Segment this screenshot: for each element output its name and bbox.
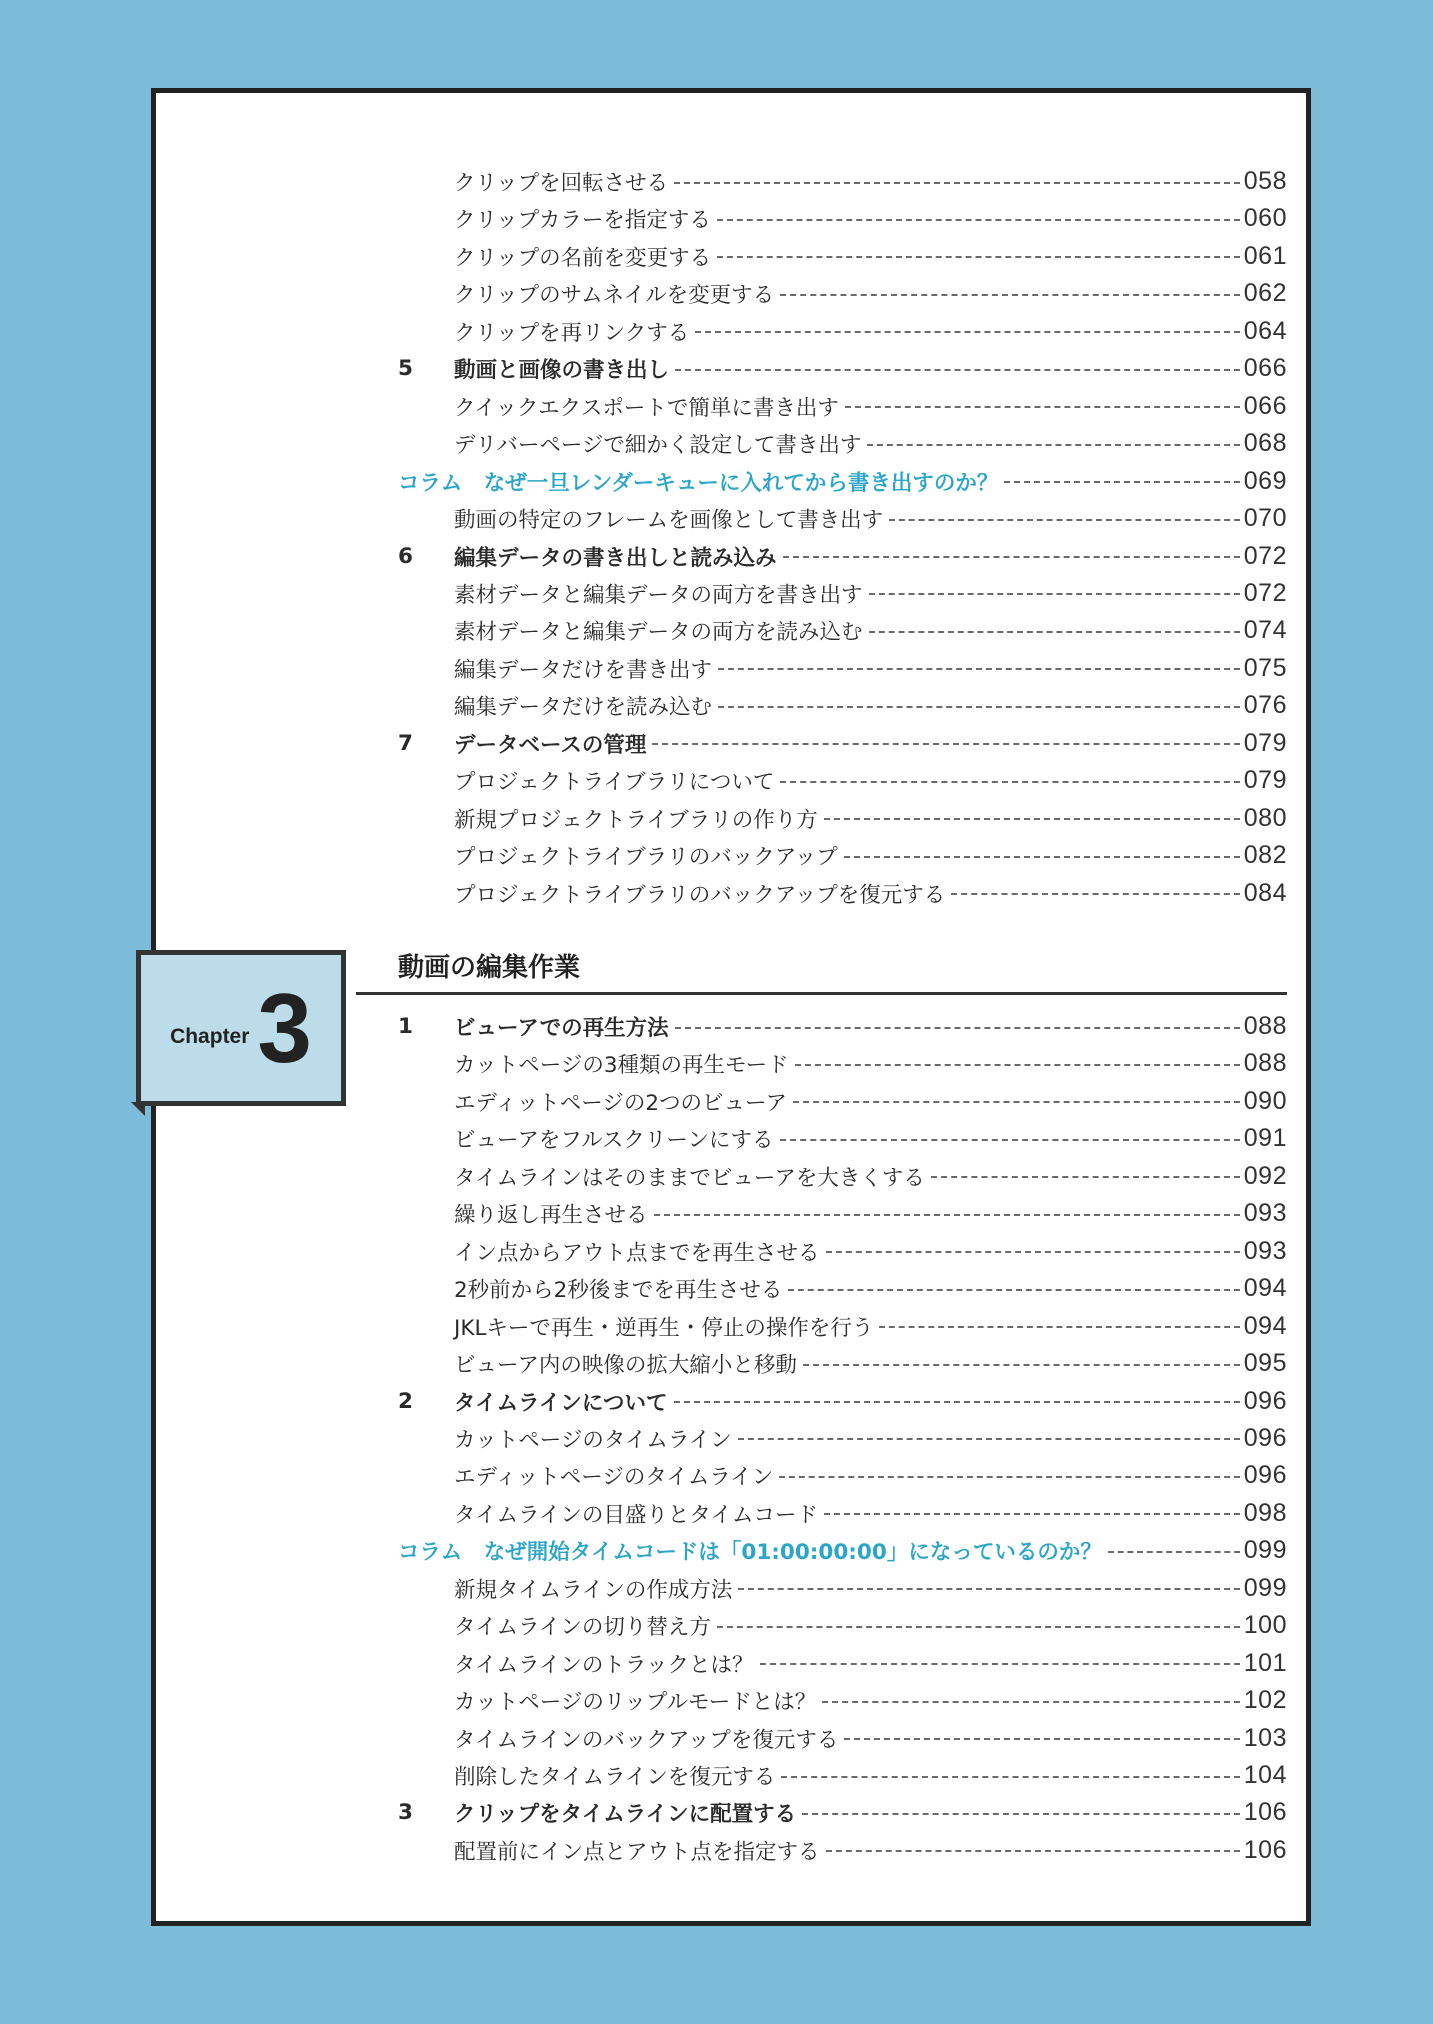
toc-entry-title: JKLキーで再生・逆再生・停止の操作を行う bbox=[454, 1315, 874, 1341]
toc-entry-page: 098 bbox=[1243, 1498, 1287, 1527]
toc-entry-page: 094 bbox=[1243, 1311, 1287, 1340]
toc-entry bbox=[398, 800, 1287, 837]
dotted-leader bbox=[844, 856, 1240, 858]
toc-column-entry bbox=[398, 1532, 1287, 1569]
toc-entry-title: データベースの管理 bbox=[454, 732, 647, 758]
toc-entry-page: 061 bbox=[1243, 241, 1287, 270]
dotted-leader bbox=[824, 1513, 1240, 1515]
chapter-divider bbox=[356, 992, 1287, 995]
toc-section-entry bbox=[398, 350, 1287, 387]
toc-entry-page: 079 bbox=[1243, 728, 1287, 757]
dotted-leader bbox=[783, 556, 1240, 558]
toc-entry-title: ビューアでの再生方法 bbox=[454, 1016, 669, 1041]
toc-entry-page: 106 bbox=[1243, 1798, 1287, 1827]
toc-entry bbox=[398, 1345, 1287, 1382]
toc-entry-title: クリップカラーを指定する bbox=[454, 208, 711, 234]
toc-entry-page: 088 bbox=[1243, 1012, 1287, 1040]
toc-entry-page: 106 bbox=[1243, 1835, 1287, 1864]
toc-entry-page: 068 bbox=[1243, 429, 1287, 458]
toc-entry-title: タイムラインのバックアップを復元する bbox=[454, 1727, 839, 1753]
chapter-badge bbox=[136, 950, 346, 1106]
toc-entry bbox=[398, 1720, 1287, 1757]
toc-entry-number: 1 bbox=[398, 1014, 413, 1039]
toc-entry bbox=[398, 837, 1287, 874]
chapter-title: 動画の編集作業 bbox=[398, 953, 581, 983]
toc-entry-title: コラム なぜ開始タイムコードは「01:00:00:00」になっているのか？ bbox=[398, 1540, 1102, 1566]
toc-section-entry bbox=[398, 538, 1287, 575]
toc-entry-title: 繰り返し再生させる bbox=[454, 1203, 648, 1229]
toc-entry-page: 104 bbox=[1243, 1761, 1287, 1789]
toc-entry bbox=[398, 612, 1287, 649]
dotted-leader bbox=[1004, 481, 1239, 483]
dotted-leader bbox=[793, 1101, 1240, 1103]
dotted-leader bbox=[845, 406, 1240, 408]
dotted-leader bbox=[717, 1626, 1240, 1628]
chapter-label: Chapter bbox=[170, 1025, 250, 1048]
dotted-leader bbox=[802, 1813, 1240, 1815]
toc-entry-page: 060 bbox=[1243, 204, 1287, 233]
dotted-leader bbox=[695, 331, 1240, 333]
toc-entry-page: 066 bbox=[1243, 391, 1287, 420]
toc-entry bbox=[398, 1645, 1287, 1682]
toc-entry bbox=[398, 1120, 1287, 1157]
dotted-leader bbox=[779, 1476, 1240, 1478]
toc-entry-title: カットページのリップルモードとは？ bbox=[454, 1690, 817, 1716]
toc-entry-title: クリップを再リンクする bbox=[454, 320, 690, 346]
toc-entry-title: タイムラインについて bbox=[454, 1390, 668, 1416]
toc-entry bbox=[398, 1420, 1287, 1457]
toc-entry bbox=[398, 425, 1287, 462]
toc-entry-title: ビューアをフルスクリーンにする bbox=[454, 1128, 774, 1154]
toc-entry-page: 091 bbox=[1243, 1124, 1287, 1153]
dotted-leader bbox=[803, 1364, 1240, 1366]
dotted-leader bbox=[738, 1438, 1240, 1440]
toc-entry bbox=[398, 1832, 1287, 1869]
toc-entry bbox=[398, 1757, 1287, 1794]
dotted-leader bbox=[826, 1251, 1240, 1253]
dotted-leader bbox=[760, 1663, 1240, 1665]
toc-entry-page: 064 bbox=[1243, 316, 1287, 345]
dotted-leader bbox=[780, 1139, 1240, 1141]
toc-entry-number: 5 bbox=[398, 356, 413, 382]
dotted-leader bbox=[826, 1850, 1240, 1852]
chapter-badge-tab bbox=[131, 1102, 145, 1116]
toc-entry bbox=[398, 1495, 1287, 1532]
toc-entry-page: 076 bbox=[1243, 691, 1287, 720]
toc-entry bbox=[398, 200, 1287, 237]
toc-entry bbox=[398, 1233, 1287, 1270]
toc-entry-number: 6 bbox=[398, 543, 413, 569]
toc-entry-title: 動画の特定のフレームを画像として書き出す bbox=[454, 508, 884, 534]
toc-entry bbox=[398, 313, 1287, 350]
toc-entry-title: カットページのタイムライン bbox=[454, 1427, 732, 1453]
toc-column-entry bbox=[398, 463, 1287, 500]
toc-entry-page: 075 bbox=[1243, 653, 1287, 682]
toc-entry-page: 101 bbox=[1243, 1648, 1287, 1677]
toc-entry bbox=[398, 1570, 1287, 1607]
toc-entry-page: 070 bbox=[1243, 504, 1287, 533]
toc-entry-title: エディットページのタイムライン bbox=[454, 1465, 774, 1491]
toc-entry bbox=[398, 1158, 1287, 1195]
toc-entry-title: 新規タイムラインの作成方法 bbox=[454, 1577, 733, 1603]
dotted-leader bbox=[675, 369, 1240, 371]
toc-entry-page: 088 bbox=[1243, 1049, 1287, 1078]
toc-entry bbox=[398, 762, 1287, 799]
dotted-leader bbox=[879, 1326, 1239, 1328]
dotted-leader bbox=[780, 781, 1239, 783]
toc-entry-title: カットページの3種類の再生モード bbox=[454, 1053, 789, 1079]
toc-entry bbox=[398, 1195, 1287, 1232]
toc-entry bbox=[398, 1607, 1287, 1644]
dotted-leader bbox=[824, 818, 1240, 820]
toc-entry bbox=[398, 650, 1287, 687]
toc-entry-page: 082 bbox=[1243, 841, 1287, 870]
toc-section-entry bbox=[398, 725, 1287, 762]
toc-entry bbox=[398, 238, 1287, 275]
dotted-leader bbox=[788, 1289, 1239, 1291]
dotted-leader bbox=[781, 1776, 1239, 1778]
toc-entry-title: ビューア内の映像の拡大縮小と移動 bbox=[454, 1353, 797, 1379]
toc-entry bbox=[398, 875, 1287, 912]
toc-entry-title: プロジェクトライブラリについて bbox=[454, 770, 775, 796]
toc-entry-page: 099 bbox=[1243, 1573, 1287, 1602]
toc-entry-number: 2 bbox=[398, 1388, 413, 1414]
toc-entry bbox=[398, 163, 1287, 200]
toc-entry-title: 素材データと編集データの両方を書き出す bbox=[454, 582, 863, 608]
toc-entry-title: エディットページの2つのビューア bbox=[454, 1090, 787, 1116]
toc-entry-page: 094 bbox=[1243, 1274, 1287, 1303]
dotted-leader bbox=[951, 893, 1240, 895]
dotted-leader bbox=[675, 1027, 1240, 1029]
toc-entry-page: 093 bbox=[1243, 1236, 1287, 1265]
toc-entry-title: 2秒前から2秒後までを再生させる bbox=[454, 1278, 783, 1304]
toc-entry-page: 080 bbox=[1243, 803, 1287, 832]
toc-entry-title: イン点からアウト点までを再生させる bbox=[454, 1240, 820, 1266]
toc-entry-page: 072 bbox=[1243, 578, 1287, 607]
toc-entry-page: 066 bbox=[1243, 354, 1287, 383]
toc-entry bbox=[398, 500, 1287, 537]
toc-entry-title: クリップを回転させる bbox=[454, 171, 669, 196]
toc-entry-page: 069 bbox=[1243, 466, 1287, 495]
toc-entry-page: 079 bbox=[1243, 766, 1287, 795]
dotted-leader bbox=[717, 256, 1240, 258]
toc-entry-number: 3 bbox=[398, 1800, 413, 1826]
dotted-leader bbox=[889, 519, 1240, 521]
dotted-leader bbox=[738, 1588, 1239, 1590]
dotted-leader bbox=[869, 593, 1240, 595]
toc-entry-page: 074 bbox=[1243, 616, 1287, 645]
dotted-leader bbox=[718, 706, 1240, 708]
toc-entry bbox=[398, 1045, 1287, 1082]
dotted-leader bbox=[822, 1701, 1240, 1703]
toc-entry-title: 編集データだけを書き出す bbox=[454, 657, 713, 683]
toc-entry-title: 動画と画像の書き出し bbox=[454, 358, 670, 384]
toc-entry-page: 099 bbox=[1243, 1536, 1287, 1565]
toc-entry bbox=[398, 1457, 1287, 1494]
toc-entry-title: タイムラインはそのままでビューアを大きくする bbox=[454, 1165, 925, 1191]
toc-entry-title: 配置前にイン点とアウト点を指定する bbox=[454, 1839, 820, 1865]
toc-entry-title: デリバーページで細かく設定して書き出す bbox=[454, 433, 862, 459]
toc-entry-title: プロジェクトライブラリのバックアップ bbox=[454, 845, 838, 871]
dotted-leader bbox=[844, 1738, 1239, 1740]
toc-entry bbox=[398, 1682, 1287, 1719]
toc-entry-title: 新規プロジェクトライブラリの作り方 bbox=[454, 807, 818, 833]
toc-entry-page: 095 bbox=[1243, 1349, 1287, 1378]
toc-entry-title: タイムラインの切り替え方 bbox=[454, 1615, 711, 1641]
dotted-leader bbox=[931, 1176, 1240, 1178]
dotted-leader bbox=[717, 219, 1240, 221]
dotted-leader bbox=[718, 668, 1240, 670]
toc-section-entry bbox=[398, 1383, 1287, 1420]
toc-entry-page: 096 bbox=[1243, 1461, 1287, 1490]
toc-entry-page: 062 bbox=[1243, 279, 1287, 308]
toc-entry bbox=[398, 1308, 1287, 1345]
toc-entry bbox=[398, 1270, 1287, 1307]
dotted-leader bbox=[674, 1401, 1240, 1403]
toc-entry-title: プロジェクトライブラリのバックアップを復元する bbox=[454, 882, 946, 908]
toc-entry-page: 092 bbox=[1243, 1161, 1287, 1190]
toc-entry-page: 096 bbox=[1243, 1423, 1287, 1452]
toc-entry-title: クリップの名前を変更する bbox=[454, 245, 712, 271]
toc-entry-page: 100 bbox=[1243, 1611, 1287, 1640]
toc-entry-title: 削除したタイムラインを復元する bbox=[454, 1765, 776, 1790]
toc-entry-title: 編集データだけを読み込む bbox=[454, 695, 713, 721]
toc-entry-title: 編集データの書き出しと読み込み bbox=[454, 545, 777, 571]
toc-entry-title: クイックエクスポートで簡単に書き出す bbox=[454, 395, 839, 421]
toc-entry-page: 090 bbox=[1243, 1086, 1287, 1115]
toc-entry-title: クリップのサムネイルを変更する bbox=[454, 283, 775, 309]
toc-entry-title: タイムラインの目盛りとタイムコード bbox=[454, 1502, 818, 1528]
toc-section-entry bbox=[398, 1794, 1287, 1831]
dotted-leader bbox=[780, 294, 1240, 296]
toc-entry-title: コラム なぜ一旦レンダーキューに入れてから書き出すのか？ bbox=[398, 470, 999, 496]
toc-entry-title: 素材データと編集データの両方を読み込む bbox=[454, 620, 863, 646]
toc-entry-page: 084 bbox=[1243, 878, 1287, 907]
toc-entry bbox=[398, 687, 1287, 724]
toc-entry-title: タイムラインのトラックとは？ bbox=[454, 1652, 754, 1678]
toc-entry-title: クリップをタイムラインに配置する bbox=[454, 1802, 797, 1828]
dotted-leader bbox=[795, 1064, 1240, 1066]
toc-entry bbox=[398, 1083, 1287, 1120]
toc-entry-page: 102 bbox=[1243, 1686, 1287, 1715]
dotted-leader bbox=[652, 743, 1239, 745]
toc-entry bbox=[398, 575, 1287, 612]
toc-entry-page: 096 bbox=[1243, 1386, 1287, 1415]
dotted-leader bbox=[867, 444, 1239, 446]
toc-section-entry bbox=[398, 1008, 1287, 1045]
chapter-number: 3 bbox=[257, 973, 312, 1083]
toc-entry-page: 058 bbox=[1243, 167, 1287, 195]
toc-entry-page: 103 bbox=[1243, 1723, 1287, 1752]
toc-entry bbox=[398, 275, 1287, 312]
dotted-leader bbox=[654, 1214, 1240, 1216]
dotted-leader bbox=[1108, 1551, 1240, 1553]
dotted-leader bbox=[674, 182, 1240, 184]
dotted-leader bbox=[869, 631, 1240, 633]
toc-entry bbox=[398, 388, 1287, 425]
toc-entry-page: 072 bbox=[1243, 541, 1287, 570]
toc-entry-page: 093 bbox=[1243, 1199, 1287, 1228]
toc-entry-number: 7 bbox=[398, 730, 413, 756]
